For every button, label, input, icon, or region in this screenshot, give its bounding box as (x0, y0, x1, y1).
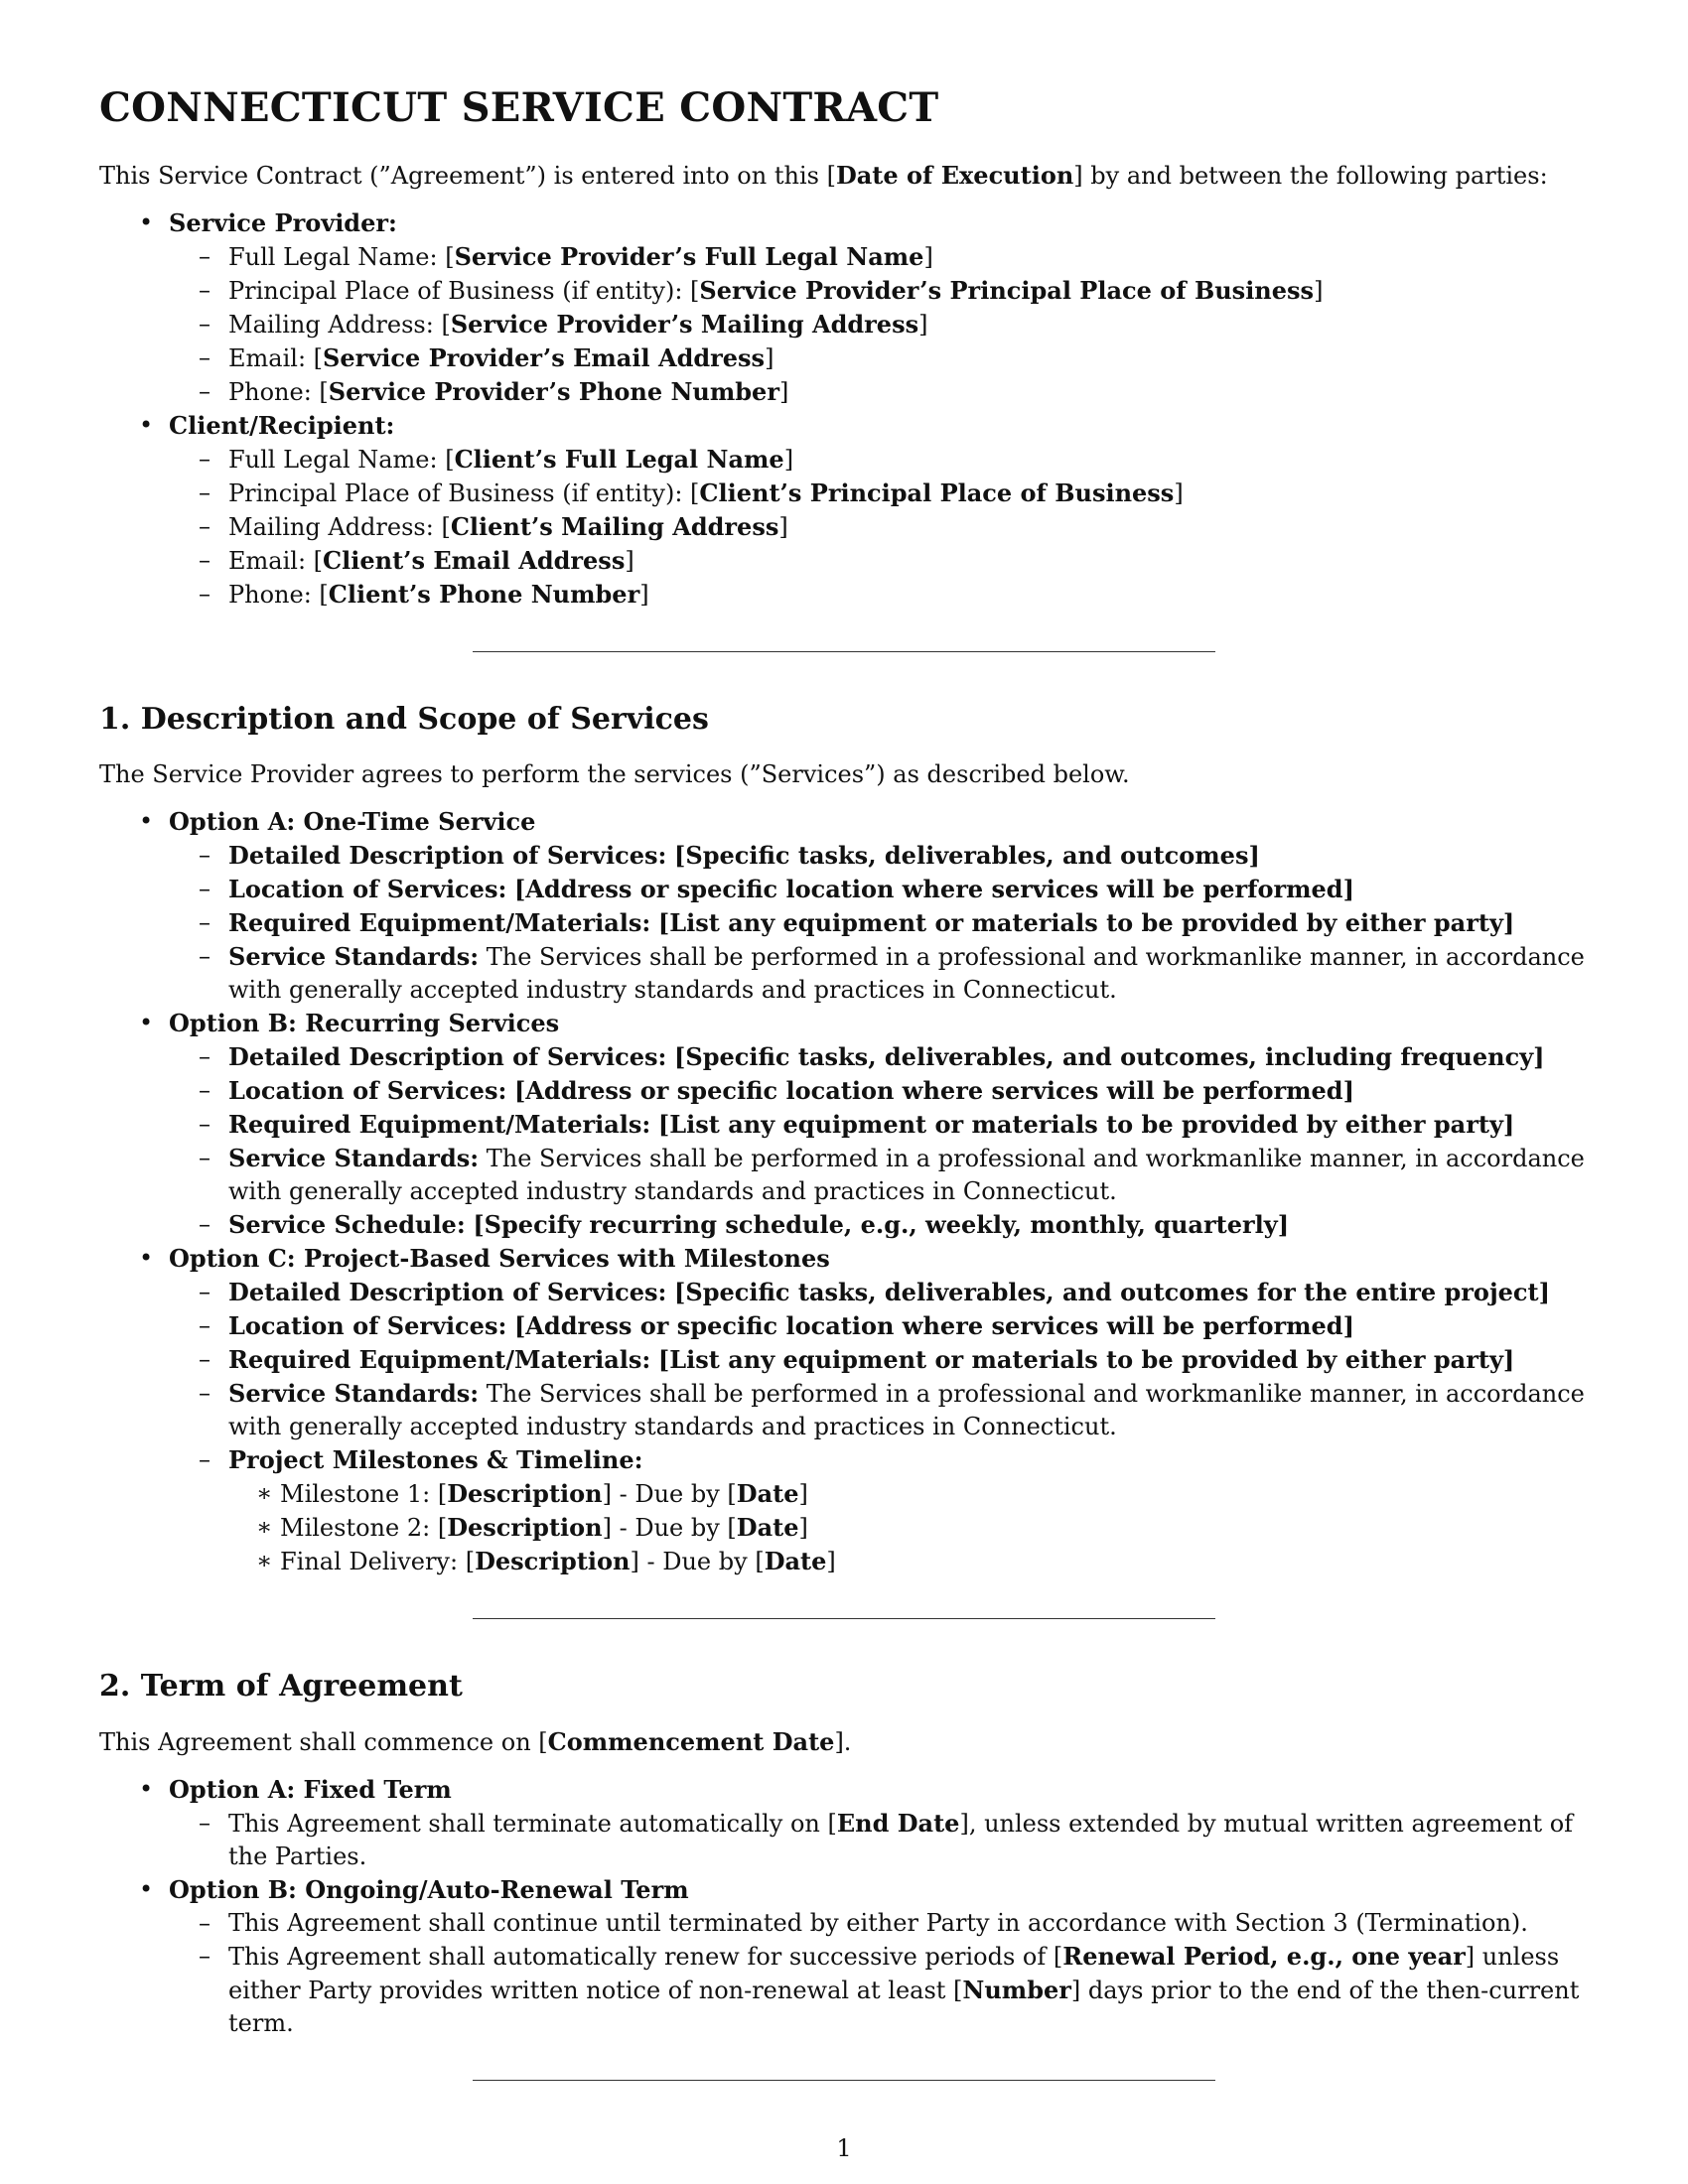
section-1-heading: 1. Description and Scope of Services (99, 702, 709, 737)
milestone-item: ∗ Milestone 2: [Description] - Due by [Date] (99, 1511, 1589, 1545)
horizontal-rule (473, 2080, 1215, 2081)
party-field: – Principal Place of Business (if entity): [Service Provider’s Principal Place of Business] (99, 274, 1589, 308)
option-item: – Location of Services: [Address or specific location where services will be performed] (99, 873, 1589, 906)
term-option-a: • Option A: Fixed Term – This Agreement shall terminate automatically on [End Date], unless extended by mutual written agreement of the Parties. (99, 1773, 1589, 1873)
party-field: – Email: [Client’s Email Address] (99, 544, 1589, 578)
party-field: – Full Legal Name: [Client’s Full Legal Name] (99, 443, 1589, 477)
option-item: – Service Standards: The Services shall be performed in a professional and workmanlike manner, in accordance with generally accepted industry standards and practices in Connecticut. (99, 940, 1589, 1007)
party-field: – Phone: [Client’s Phone Number] (99, 578, 1589, 612)
page-number: 1 (836, 2134, 852, 2162)
term-item: – This Agreement shall continue until terminated by either Party in accordance with Section 3 (Termination). (99, 1907, 1589, 1940)
service-options-list (99, 805, 1589, 1578)
option-item: – Project Milestones & Timeline: ∗ Milestone 1: [Description] - Due by [Date] ∗ Milestone 2: [Description] - Due by [Date] ∗ Final Delivery: [Description] - Due by [Date] (99, 1443, 1589, 1578)
term-item: – This Agreement shall terminate automatically on [End Date], unless extended by mutual written agreement of the Parties. (99, 1807, 1589, 1873)
option-item: – Detailed Description of Services: [Specific tasks, deliverables, and outcomes for the entire project] (99, 1276, 1589, 1309)
option-a-one-time: • Option A: One-Time Service – Detailed Description of Services: [Specific tasks, deliverables, and outcomes] – Location of Services: [Address or specific location where services will be performed] – Required Equipment/Materials: [List any equipment or materials to be provided by either party] – Service Standards: The Services shall be performed in a professional and workmanlike manner, in accordance with generally accepted industry standards and practices in Connecticut. (99, 805, 1589, 1007)
document-page (99, 84, 1589, 2081)
option-b-recurring: • Option B: Recurring Services – Detailed Description of Services: [Specific tasks, deliverables, and outcomes, including frequency] – Location of Services: [Address or specific location where services will be performed] – Required Equipment/Materials: [List any equipment or materials to be provided by either party] – Service Standards: The Services shall be performed in a professional and workmanlike manner, in accordance with generally accepted industry standards and practices in Connecticut. – Service Schedule: [Specify recurring schedule, e.g., weekly, monthly, quarterly] (99, 1007, 1589, 1242)
option-item: – Detailed Description of Services: [Specific tasks, deliverables, and outcomes, including frequency] (99, 1040, 1589, 1074)
option-item: – Detailed Description of Services: [Specific tasks, deliverables, and outcomes] (99, 839, 1589, 873)
option-item: – Required Equipment/Materials: [List any equipment or materials to be provided by either party] (99, 1108, 1589, 1142)
party-field: – Mailing Address: [Service Provider’s Mailing Address] (99, 308, 1589, 341)
party-client: • Client/Recipient: – Full Legal Name: [Client’s Full Legal Name] – Principal Place of Business (if entity): [Client’s Principal Place of Business] – Mailing Address: [Client’s Mailing Address] – Email: [Client’s Email Address] – Phone: [Client’s Phone Number] (99, 409, 1589, 612)
section-1-intro: The Service Provider agrees to perform the services (”Services”) as described below. (99, 760, 1130, 788)
option-item: – Location of Services: [Address or specific location where services will be performed] (99, 1309, 1589, 1343)
section-2-intro: This Agreement shall commence on [Commencement Date]. (99, 1727, 852, 1756)
party-field: – Full Legal Name: [Service Provider’s Full Legal Name] (99, 240, 1589, 274)
document-title: CONNECTICUT SERVICE CONTRACT (99, 84, 939, 131)
milestone-item: ∗ Final Delivery: [Description] - Due by [Date] (99, 1545, 1589, 1578)
option-item: – Required Equipment/Materials: [List any equipment or materials to be provided by either party] (99, 906, 1589, 940)
option-item: – Location of Services: [Address or specific location where services will be performed] (99, 1074, 1589, 1108)
term-option-b: • Option B: Ongoing/Auto-Renewal Term – This Agreement shall continue until terminated by either Party in accordance with Section 3 (Termination). – This Agreement shall automatically renew for successive periods of [Renewal Period, e.g., one year] unless either Party provides written notice of non-renewal at least [Number] days prior to the end of the then-current term. (99, 1873, 1589, 2040)
party-service-provider: • Service Provider: – Full Legal Name: [Service Provider’s Full Legal Name] – Principal Place of Business (if entity): [Service Provider’s Principal Place of Business] – Mailing Address: [Service Provider’s Mailing Address] – Email: [Service Provider’s Email Address] – Phone: [Service Provider’s Phone Number] (99, 206, 1589, 409)
milestone-item: ∗ Milestone 1: [Description] - Due by [Date] (99, 1477, 1589, 1511)
option-item: – Service Standards: The Services shall be performed in a professional and workmanlike manner, in accordance with generally accepted industry standards and practices in Connecticut. (99, 1142, 1589, 1208)
option-item: – Required Equipment/Materials: [List any equipment or materials to be provided by either party] (99, 1343, 1589, 1377)
term-item: – This Agreement shall automatically renew for successive periods of [Renewal Period, e.g., one year] unless either Party provides written notice of non-renewal at least [Number] days prior to the end of the then-current term. (99, 1940, 1589, 2040)
party-field: – Mailing Address: [Client’s Mailing Address] (99, 510, 1589, 544)
section-2-heading: 2. Term of Agreement (99, 1669, 463, 1704)
option-item: – Service Standards: The Services shall be performed in a professional and workmanlike manner, in accordance with generally accepted industry standards and practices in Connecticut. (99, 1377, 1589, 1443)
option-c-project-based: • Option C: Project-Based Services with Milestones – Detailed Description of Services: [Specific tasks, deliverables, and outcomes for the entire project] – Location of Services: [Address or specific location where services will be performed] – Required Equipment/Materials: [List any equipment or materials to be provided by either party] – Service Standards: The Services shall be performed in a professional and workmanlike manner, in accordance with generally accepted industry standards and practices in Connecticut. – Project Milestones & Timeline: ∗ Milestone 1: [Description] - Due by [Date] ∗ Milestone 2: [Description] - Due by [Date] ∗ Final Delivery: [Description] - Due by [Date] (99, 1242, 1589, 1578)
party-field: – Phone: [Service Provider’s Phone Number] (99, 375, 1589, 409)
intro-paragraph: This Service Contract (”Agreement”) is entered into on this [Date of Execution] by and between the following parties: (99, 161, 1548, 190)
parties-list (99, 206, 1589, 612)
party-field: – Email: [Service Provider’s Email Address] (99, 341, 1589, 375)
party-field: – Principal Place of Business (if entity): [Client’s Principal Place of Business] (99, 477, 1589, 510)
term-options-list (99, 1773, 1589, 2040)
option-item: – Service Schedule: [Specify recurring schedule, e.g., weekly, monthly, quarterly] (99, 1208, 1589, 1242)
